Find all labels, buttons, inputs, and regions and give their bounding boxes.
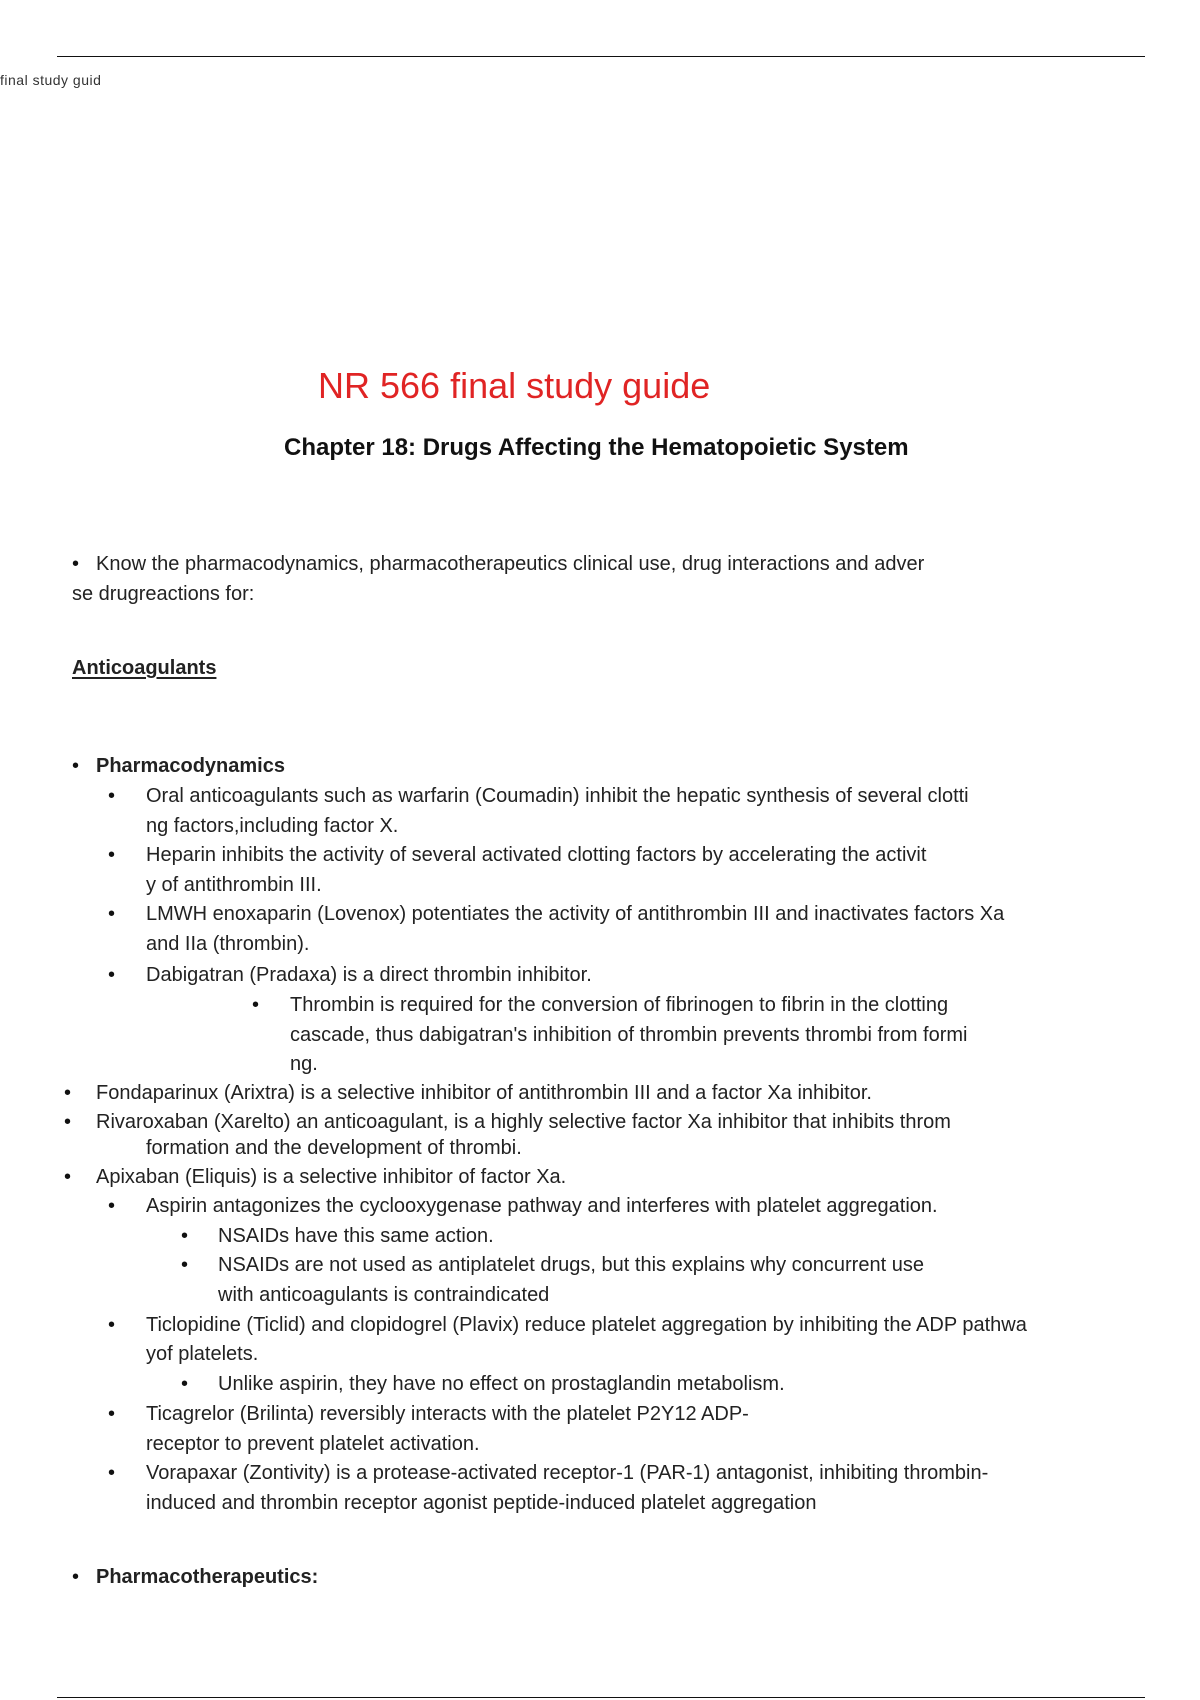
list-item-line: Oral anticoagulants such as warfarin (Coumadin) inhibit the hepatic synthesis of several clotti xyxy=(146,785,969,807)
list-bullet: • xyxy=(108,903,116,925)
list-bullet: • xyxy=(108,785,116,807)
list-item-line: Rivaroxaban (Xarelto) an anticoagulant, is a highly selective factor Xa inhibitor that inhibits throm xyxy=(96,1111,951,1133)
list-item-line: ng. xyxy=(290,1053,318,1075)
running-header: final study guid xyxy=(0,72,102,88)
list-item-line: and IIa (thrombin). xyxy=(146,933,310,955)
list-item-line: Aspirin antagonizes the cyclooxygenase pathway and interferes with platelet aggregation. xyxy=(146,1195,938,1217)
list-item-line: LMWH enoxaparin (Lovenox) potentiates the activity of antithrombin III and inactivates factors Xa xyxy=(146,903,1005,925)
list-item-line: formation and the development of thrombi. xyxy=(146,1137,522,1159)
list-item-line: Fondaparinux (Arixtra) is a selective inhibitor of antithrombin III and a factor Xa inhibitor. xyxy=(96,1082,872,1104)
list-bullet: • xyxy=(64,1082,72,1104)
pharmacodynamics-bullet: • xyxy=(72,755,80,777)
list-item-line: Dabigatran (Pradaxa) is a direct thrombin inhibitor. xyxy=(146,964,592,986)
list-bullet: • xyxy=(181,1254,189,1276)
list-item-line: Apixaban (Eliquis) is a selective inhibitor of factor Xa. xyxy=(96,1166,567,1188)
intro-line-1: Know the pharmacodynamics, pharmacotherapeutics clinical use, drug interactions and adver xyxy=(96,553,925,575)
intro-line-2: se drugreactions for: xyxy=(72,583,255,605)
list-item-line: Heparin inhibits the activity of several activated clotting factors by accelerating the activit xyxy=(146,844,927,866)
list-item-line: Ticlopidine (Ticlid) and clopidogrel (Plavix) reduce platelet aggregation by inhibiting the ADP pathwa xyxy=(146,1314,1027,1336)
list-bullet: • xyxy=(108,844,116,866)
pharmacotherapeutics-label: Pharmacotherapeutics: xyxy=(96,1566,319,1588)
list-item-line: induced and thrombin receptor agonist peptide-induced platelet aggregation xyxy=(146,1492,817,1514)
list-bullet: • xyxy=(181,1225,189,1247)
list-bullet: • xyxy=(108,1462,116,1484)
list-item-line: ng factors,including factor X. xyxy=(146,815,399,837)
list-bullet: • xyxy=(108,1314,116,1336)
list-item-line: Vorapaxar (Zontivity) is a protease-activated receptor-1 (PAR-1) antagonist, inhibiting thrombin- xyxy=(146,1462,989,1484)
list-bullet: • xyxy=(64,1111,72,1133)
header-rule xyxy=(57,56,1145,57)
list-bullet: • xyxy=(181,1373,189,1395)
list-bullet: • xyxy=(108,1403,116,1425)
list-item-line: NSAIDs have this same action. xyxy=(218,1225,494,1247)
chapter-heading: Chapter 18: Drugs Affecting the Hematopoietic System xyxy=(284,434,909,461)
list-item-line: with anticoagulants is contraindicated xyxy=(218,1284,550,1306)
list-bullet: • xyxy=(252,994,260,1016)
list-item-line: Unlike aspirin, they have no effect on prostaglandin metabolism. xyxy=(218,1373,785,1395)
document-title: NR 566 final study guide xyxy=(318,365,711,406)
footer-rule xyxy=(57,1697,1145,1698)
list-bullet: • xyxy=(64,1166,72,1188)
pharmacodynamics-label: Pharmacodynamics xyxy=(96,755,285,777)
list-item-line: y of antithrombin III. xyxy=(146,874,322,896)
pharmacotherapeutics-bullet: • xyxy=(72,1566,80,1588)
list-bullet: • xyxy=(108,1195,116,1217)
list-item-line: receptor to prevent platelet activation. xyxy=(146,1433,480,1455)
list-item-line: Ticagrelor (Brilinta) reversibly interacts with the platelet P2Y12 ADP- xyxy=(146,1403,749,1425)
list-item-line: yof platelets. xyxy=(146,1343,259,1365)
list-item-line: cascade, thus dabigatran's inhibition of thrombin prevents thrombi from formi xyxy=(290,1024,968,1046)
list-item-line: NSAIDs are not used as antiplatelet drugs, but this explains why concurrent use xyxy=(218,1254,924,1276)
section-heading-anticoagulants: Anticoagulants xyxy=(72,657,217,679)
intro-bullet: • xyxy=(72,553,80,575)
list-bullet: • xyxy=(108,964,116,986)
list-item-line: Thrombin is required for the conversion of fibrinogen to fibrin in the clotting xyxy=(290,994,949,1016)
